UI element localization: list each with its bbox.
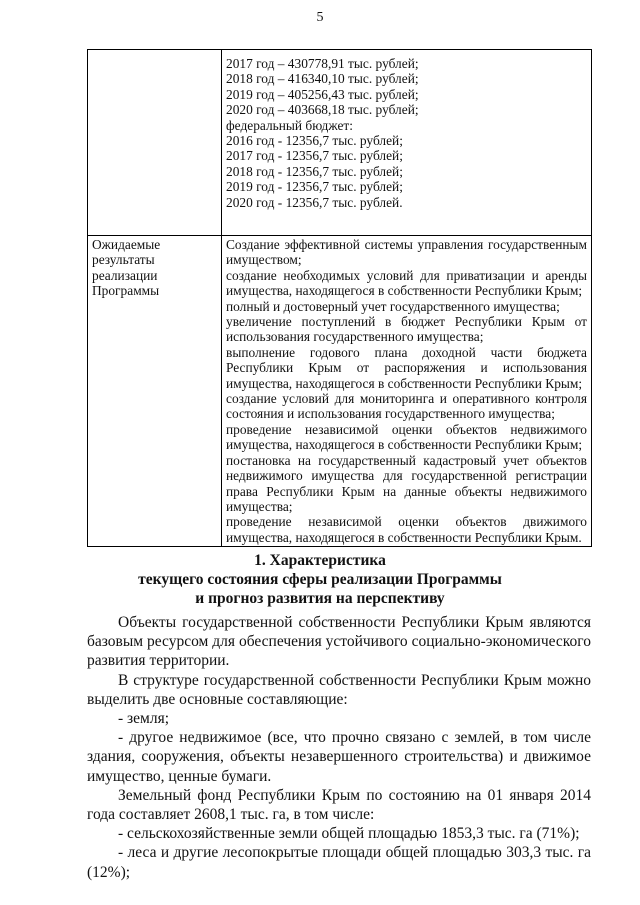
funding-line: 2020 год - 12356,7 тыс. рублей. bbox=[226, 194, 403, 210]
section-title-line: 1. Характеристика bbox=[254, 552, 386, 569]
bullet-item: - земля; bbox=[118, 710, 170, 728]
bullet-item: - сельскохозяйственные земли общей площадью 1853,3 тыс. га (71%); bbox=[118, 825, 580, 843]
funding-line: федеральный бюджет: bbox=[226, 117, 353, 133]
section-title-line: и прогноз развития на перспективу bbox=[195, 590, 445, 607]
result-item: Создание эффективной системы управления государственным имуществом; bbox=[226, 237, 587, 268]
funding-line: 2018 год – 416340,10 тыс. рублей; bbox=[226, 71, 419, 87]
funding-line: 2017 год – 430778,91 тыс. рублей; bbox=[226, 56, 419, 71]
section-body bbox=[87, 613, 591, 882]
funding-line: 2017 год - 12356,7 тыс. рублей; bbox=[226, 148, 403, 164]
result-item: создание необходимых условий для приватизации и аренды имущества, находящегося в собственности Республики Крым; bbox=[226, 267, 587, 299]
result-item: создание условий для мониторинга и оперативного контроля состояния и использования государственного имущества; bbox=[226, 391, 587, 422]
result-item: проведение независимой оценки объектов движимого имущества, находящегося в собственности Республики Крым. bbox=[226, 514, 587, 545]
expected-results-cell bbox=[222, 236, 592, 547]
table-row bbox=[88, 236, 592, 547]
funding-line: 2016 год - 12356,7 тыс. рублей; bbox=[226, 133, 403, 149]
table-row bbox=[88, 50, 592, 236]
funding-line: 2018 год - 12356,7 тыс. рублей; bbox=[226, 163, 403, 179]
page-number: 5 bbox=[316, 10, 324, 25]
bullet-item: - леса и другие лесопокрытые площади общей площадью 303,3 тыс. га (12%); bbox=[87, 844, 591, 881]
result-item: полный и достоверный учет государственного имущества; bbox=[226, 298, 560, 314]
funding-line: 2020 год – 403668,18 тыс. рублей; bbox=[226, 102, 419, 118]
paragraph: В структуре государственной собственности Республики Крым можно выделить две основные составляющие: bbox=[87, 671, 591, 708]
program-passport-table bbox=[87, 49, 592, 547]
result-item: выполнение годового плана доходной части бюджета Республики Крым от распоряжения и использования имущества, находящегося в собственности Республики Крым; bbox=[226, 344, 587, 391]
result-item: постановка на государственный кадастровый учет объектов недвижимого имущества для государственной регистрации права Республики Крым на данные объекты недвижимого имущества; bbox=[226, 452, 587, 514]
bullet-item: - другое недвижимое (все, что прочно связано с землей, в том числе здания, сооружения, объекты незавершенного строительства) и движимое имущество, ценные бумаги. bbox=[87, 729, 591, 785]
funding-line: 2019 год - 12356,7 тыс. рублей; bbox=[226, 179, 403, 195]
result-item: увеличение поступлений в бюджет Республики Крым от использования государственного имущества; bbox=[226, 314, 587, 345]
result-item: проведение независимой оценки объектов недвижимого имущества, находящегося в собственности Республики Крым; bbox=[226, 421, 587, 453]
paragraph: Земельный фонд Республики Крым по состоянию на 01 января 2014 года составляет 2608,1 тыс. га, в том числе: bbox=[87, 786, 591, 824]
table-cell-funding bbox=[222, 50, 592, 236]
table-cell-label bbox=[88, 50, 222, 236]
section-title-line: текущего состояния сферы реализации Программы bbox=[138, 571, 502, 588]
section-heading bbox=[0, 551, 640, 608]
expected-results-label: Ожидаемые результаты реализации Программы bbox=[88, 236, 222, 547]
paragraph: Объекты государственной собственности Республики Крым являются базовым ресурсом для обеспечения устойчивого социально-экономического развития территории. bbox=[87, 614, 591, 670]
funding-line: 2019 год – 405256,43 тыс. рублей; bbox=[226, 86, 419, 102]
